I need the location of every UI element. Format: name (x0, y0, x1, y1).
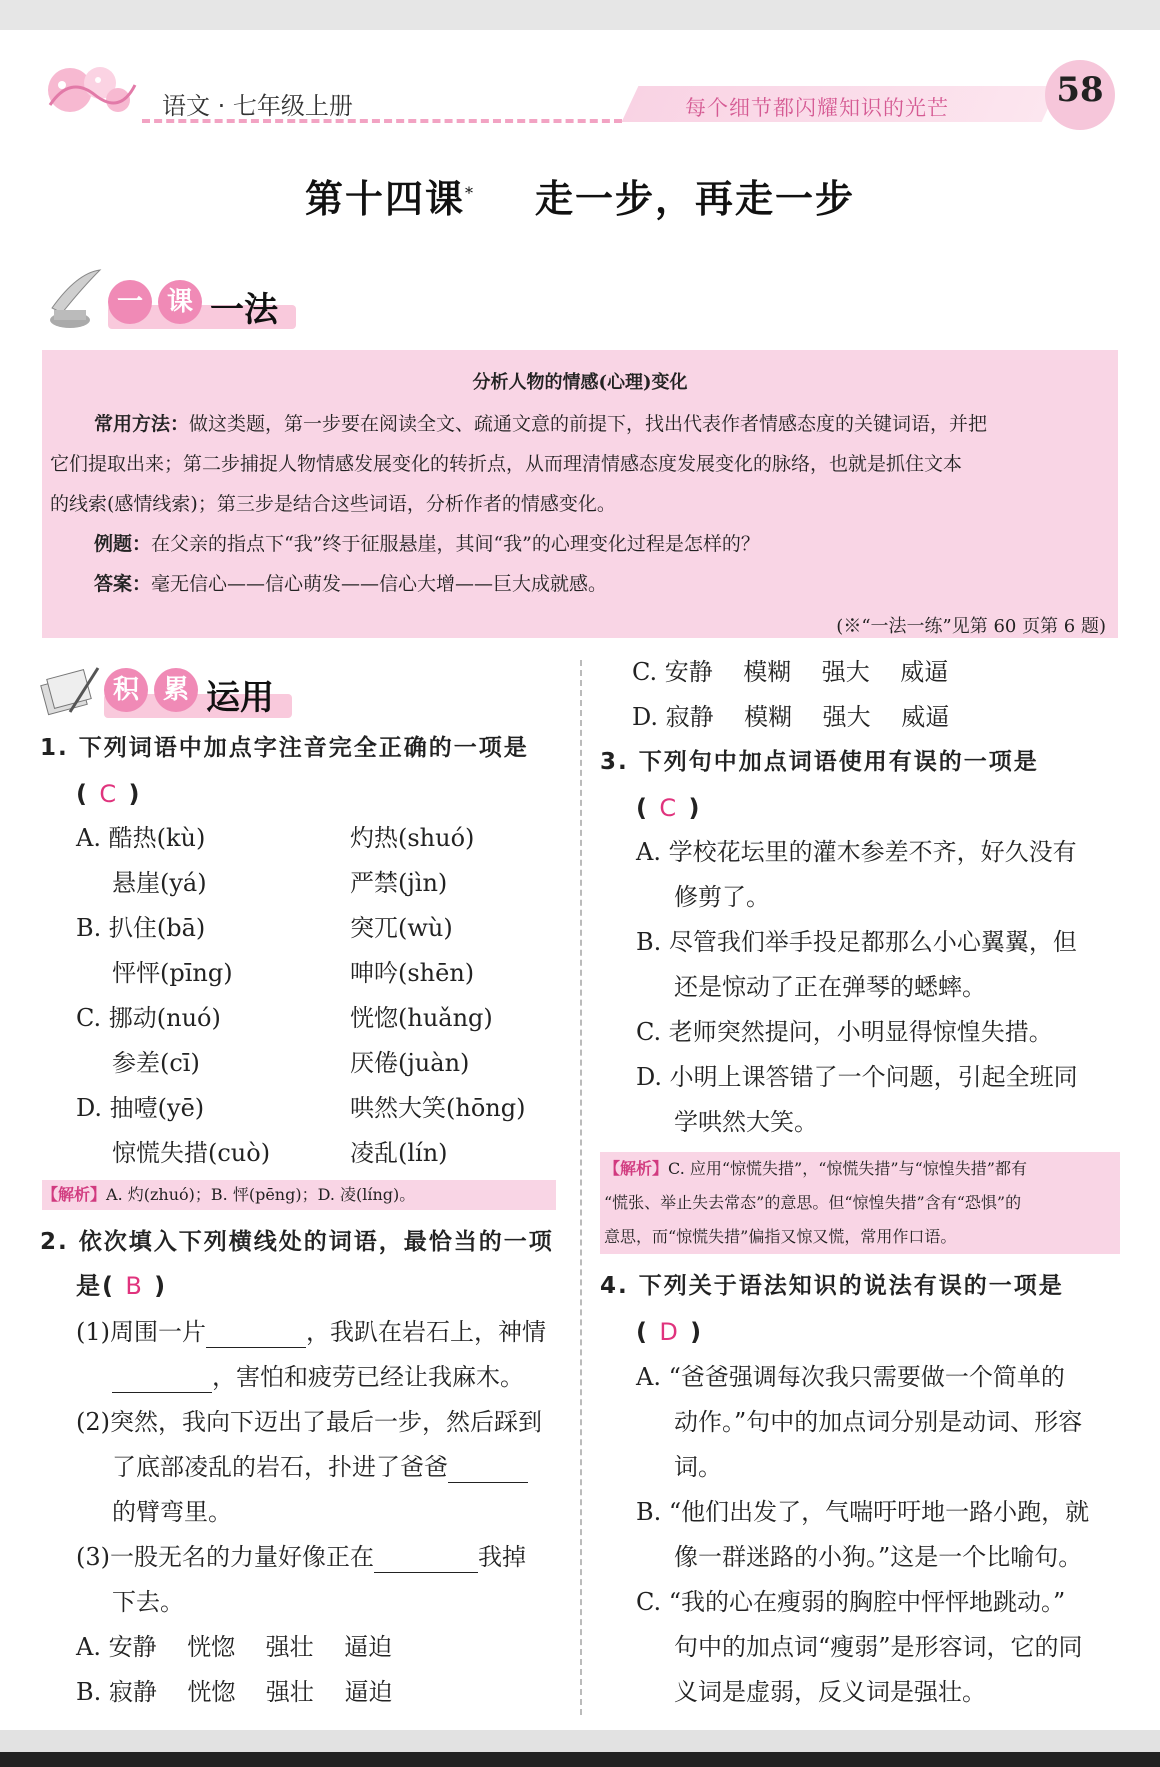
q2-blank-2[interactable] (112, 1368, 212, 1393)
column-divider (580, 660, 582, 1715)
q4-line-1: A. “爸爸强调每次我只需要做一个简单的 (636, 1363, 1065, 1391)
q4-line-4: B. “他们出发了，气喘吁吁地一路小跑，就 (636, 1498, 1090, 1526)
q2-option-d: D. 寂静 模糊 强大 威逼 (632, 703, 950, 731)
q1-option-d-2: 哄然大笑(hōng) (350, 1094, 526, 1122)
q2-blank-1[interactable] (206, 1323, 306, 1348)
lesson-title: 第十四课* 走一步，再走一步 (304, 176, 856, 221)
q4-line-8: 义词是虚弱，反义词是强壮。 (674, 1678, 986, 1706)
q3-stem: 3. 下列句中加点词语使用有误的一项是 (600, 749, 1039, 775)
q3-line-2: 修剪了。 (674, 883, 770, 911)
q2-option-a: A. 安静 恍惚 强壮 逼迫 (76, 1633, 393, 1661)
q1-option-c-4: 厌倦(juàn) (350, 1049, 470, 1077)
bottom-margin (0, 1730, 1160, 1752)
q4-line-2: 动作。”句中的加点词分别是动词、形容 (674, 1408, 1083, 1436)
q2-sentence-1a: (1)周围一片 ，我趴在岩石上，神情 (76, 1318, 546, 1346)
q3-line-5: C. 老师突然提问，小明显得惊惶失措。 (636, 1018, 1053, 1046)
book-title: 语文 · 七年级上册 (162, 92, 353, 120)
books-pen-icon (40, 660, 100, 716)
motto-text: 每个细节都闪耀知识的光芒 (685, 96, 949, 120)
practice-heading-bubble-2: 累 (154, 668, 198, 712)
practice-heading-text: 运用 (206, 678, 274, 718)
q1-option-d-1: D. 抽噎(yē) (76, 1094, 205, 1122)
q1-analysis: 【解析】A. 灼(zhuó)；B. 怦(pēng)；D. 凌(líng)。 (42, 1180, 556, 1210)
q1-option-b-4: 呻吟(shēn) (350, 959, 475, 987)
q2-blank-3[interactable] (448, 1458, 528, 1483)
q2-option-c: C. 安静 模糊 强大 威逼 (632, 658, 949, 686)
flower-ornament-icon (40, 55, 140, 125)
q2-stem-2: 是( B ) (76, 1272, 168, 1300)
q1-option-a-2: 灼热(shuó) (350, 824, 475, 852)
q3-line-1: A. 学校花坛里的灌木参差不齐，好久没有 (636, 838, 1077, 866)
method-line-3: 的线索(感情线索)；第三步是结合这些词语，分析作者的情感变化。 (50, 493, 616, 515)
q3-answer-line: ( C ) (636, 794, 702, 822)
bottom-bar (0, 1752, 1160, 1767)
q4-line-5: 像一群迷路的小狗。”这是一个比喻句。 (674, 1543, 1083, 1571)
method-heading-text: 一法 (210, 290, 278, 330)
q2-sentence-2c: 的臂弯里。 (112, 1498, 232, 1526)
q2-sentence-2a: (2)突然，我向下迈出了最后一步，然后踩到 (76, 1408, 542, 1436)
q2-sentence-2b: 了底部凌乱的岩石，扑进了爸爸 (112, 1451, 528, 1483)
method-heading-bubble-1: 一 (108, 280, 152, 324)
q1-option-a-3: 悬崖(yá) (112, 869, 207, 897)
q3-line-6: D. 小明上课答错了一个问题，引起全班同 (636, 1063, 1078, 1091)
header-dash-line (142, 119, 622, 123)
top-margin (0, 0, 1160, 30)
q4-answer-line: ( D ) (636, 1318, 704, 1346)
method-heading-bubble-2: 课 (158, 280, 202, 324)
practice-heading-bubble-1: 积 (104, 668, 148, 712)
q2-option-b: B. 寂静 恍惚 强壮 逼迫 (76, 1678, 393, 1706)
q3-line-7: 学哄然大笑。 (674, 1108, 818, 1136)
method-title: 分析人物的情感(心理)变化 (472, 372, 688, 393)
q1-option-d-4: 凌乱(lín) (350, 1139, 448, 1167)
method-example: 例题：在父亲的指点下“我”终于征服悬崖，其间“我”的心理变化过程是怎样的？ (94, 533, 760, 555)
q1-option-c-2: 恍惚(huǎng) (350, 1004, 493, 1032)
q4-line-3: 词。 (674, 1453, 722, 1481)
q2-sentence-3a: (3)一股无名的力量好像正在 我掉 (76, 1543, 526, 1571)
q1-answer-line: ( C ) (76, 780, 142, 808)
page-number: 58 (1056, 70, 1104, 110)
q4-stem: 4. 下列关于语法知识的说法有误的一项是 (600, 1273, 1064, 1299)
q1-stem: 1. 下列词语中加点字注音完全正确的一项是 (40, 735, 529, 761)
q3-line-4: 还是惊动了正在弹琴的蟋蟀。 (674, 973, 986, 1001)
q1-option-d-3: 惊慌失措(cuò) (112, 1139, 271, 1167)
q4-line-7: 句中的加点词“瘦弱”是形容词，它的同 (674, 1633, 1083, 1661)
q2-sentence-3c: 下去。 (112, 1588, 184, 1616)
q2-blank-4[interactable] (374, 1548, 478, 1573)
q3-line-3: B. 尽管我们举手投足都那么小心翼翼，但 (636, 928, 1077, 956)
quill-inkwell-icon (42, 268, 102, 330)
q2-stem-1: 2. 依次填入下列横线处的词语，最恰当的一项 (40, 1229, 554, 1255)
method-note: (※“一法一练”见第 60 页第 6 题) (836, 616, 1106, 637)
q1-option-b-2: 突兀(wù) (350, 914, 453, 942)
q1-option-b-1: B. 扒住(bā) (76, 914, 206, 942)
q1-option-b-3: 怦怦(pīng) (112, 959, 233, 987)
method-line-1: 常用方法：做这类题，第一步要在阅读全文、疏通文意的前提下，找出代表作者情感态度的关键词语，并把 (94, 413, 988, 435)
method-line-2: 它们提取出来；第二步捕捉人物情感发展变化的转折点，从而理清情感态度发展变化的脉络，也就是抓住文本 (50, 453, 963, 475)
q1-option-a-1: A. 酷热(kù) (76, 824, 206, 852)
q4-line-6: C. “我的心在瘦弱的胸腔中怦怦地跳动。” (636, 1588, 1066, 1616)
method-answer: 答案：毫无信心——信心萌发——信心大增——巨大成就感。 (94, 573, 608, 595)
method-box (42, 350, 1118, 638)
q1-option-c-3: 参差(cī) (112, 1049, 200, 1077)
q1-option-a-4: 严禁(jìn) (350, 869, 448, 897)
q1-option-c-1: C. 挪动(nuó) (76, 1004, 221, 1032)
q2-sentence-1c: ，害怕和疲劳已经让我麻木。 (112, 1361, 524, 1393)
q3-analysis: 【解析】C. 应用“惊慌失措”，“惊慌失措”与“惊惶失措”都有 “慌张、举止失去常态”的意思。但“惊惶失措”含有“恐惧”的 意思，而“惊慌失措”偏指又惊又慌，常用作口语。 (600, 1152, 1120, 1254)
